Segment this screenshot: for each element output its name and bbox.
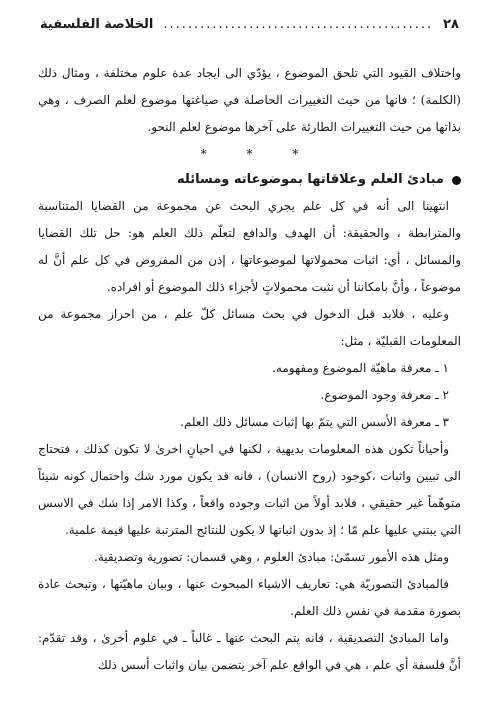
section-title: مبادئ العلم وعلاقاتها بموضوعاته ومسائله [177, 172, 444, 187]
body-paragraph: وعليه ، فلابد قبل الدخول في بحث مسائل كلّ علم ، من احراز مجموعة من المعلومات القبليّة ، مثل: [38, 307, 461, 348]
body-paragraph: وأحياناً تكون هذه المعلومات بديهية ، لكنها في احيانٍ اخرىٰ لا تكون كذلك ، فتحتاج الى تبيين واثبات ،كوجود (روح الانسان) ، فانه قد يكون مورد شك واحتمال كونه شيئاً متوهّماً غير حقيقي ، فلابد أولاً من اثبات وجوده واقعاً ، وكذا الامر إذا شك في الاسس التي يبتني عليها علم مّا ؛ إذ بدون اثباتها لا يكون للنتائج المترتبة عليها قيمة علمية. [38, 442, 461, 537]
body-paragraph: فالمبادئ التصوريّة هي: تعاريف الاشياء المبحوث عنها ، وبيان ماهيّتها ، وتبحث عادة بصورة مقدمة في نفس ذلك العلم. [38, 577, 461, 618]
page-header [40, 10, 459, 32]
body-paragraph: واما المبادئ التصديقية ، فانه يتم البحث عنها ـ غالباً ـ في علوم أخرىٰ ، وقد تقدّم: أنَّ فلسفة أي علم ، هي في الواقع علم آخر يتضمن بيان واثبات أسس ذلك [38, 631, 461, 672]
section-heading [38, 167, 461, 193]
separator-star: * [292, 147, 299, 161]
section-separator [38, 141, 461, 167]
page-body [38, 60, 461, 679]
list-item: ١ ـ معرفة ماهيّة الموضوع ومفهومه. [272, 361, 449, 375]
list-item: ٣ ـ معرفة الأسس التي يتمّ بها إثبات مسائل ذلك العلم. [180, 415, 449, 429]
body-paragraph: انتهينا الى أنه في كل علم يجري البحث عن مجموعة من القضايا المتناسبة والمترابطة ، والحقيقة: أن الهدف والدافع لتعلّم ذلك العلم هو: حل تلك القضايا والمسائل ، أي: اثبات محمولاتها لموضوعاتها ، إذن من المفروض في كل علم أنَّ له موضوعاً ، وأنَّ بامكاننا أن نثبت محمولاتٍ لأجزاء ذلك الموضوع أو افراده. [38, 199, 461, 294]
page-number: ٢٨ [443, 17, 459, 32]
header-dot-leader: ............................................ [163, 17, 434, 32]
separator-star: * [246, 147, 253, 161]
list-item: ٢ ـ معرفة وجود الموضوع. [320, 388, 449, 402]
body-paragraph: ومثل هذه الأمور تسمّىٰ: مبادئ العلوم ، وهي قسمان: تصورية وتصديقية. [94, 550, 449, 564]
bullet-icon [452, 176, 461, 185]
intro-paragraph: واختلاف القيود التي تلحق الموضوع ، يؤدّي الى ايجاد عدة علوم مختلفة ، ومثال ذلك (الكلمة) ؛ فانها من حيث التغييرات الحاصلة في صياغتها موضوع لعلم الصرف ، وهي بذاتها من حيث التغييرات الطارئة على آخرها موضوع لعلم النحو. [38, 66, 461, 134]
running-title: الخلاصة الفلسفية [40, 17, 154, 32]
separator-star: * [200, 147, 207, 161]
